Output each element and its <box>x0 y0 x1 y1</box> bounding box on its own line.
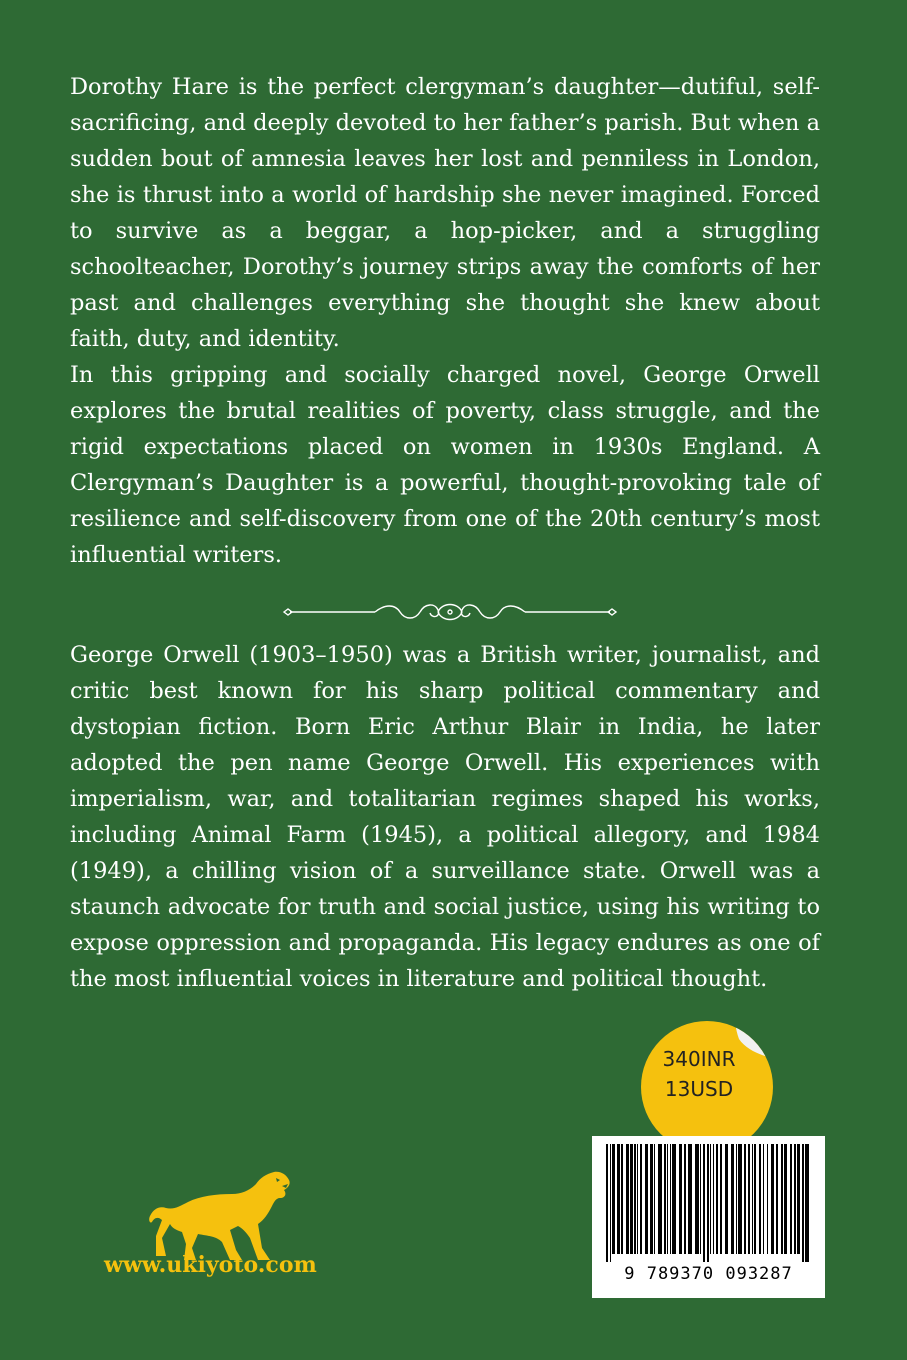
divider-ornament-icon <box>280 600 620 624</box>
barcode-bar <box>630 1144 633 1254</box>
barcode-bar <box>707 1144 709 1262</box>
barcode-bar <box>744 1144 746 1254</box>
barcode-bar <box>612 1144 615 1254</box>
barcode-bar <box>670 1144 671 1254</box>
barcode-bar <box>725 1144 728 1254</box>
price-usd: 13USD <box>664 1077 734 1101</box>
synopsis-paragraph-2: In this gripping and socially charged novel, George Orwell explores the brutal realities of poverty, class struggle, and the rigid expectations placed on women in 1930s England. A Clergyman’s Daughter is a powerful, thought-provoking tale of resilience and self-discovery from one of the 20th century’s most influential writers. <box>70 362 820 568</box>
synopsis-paragraph-1: Dorothy Hare is the perfect clergyman’s daughter—dutiful, self-sacrificing, and deeply devoted to her father’s parish. But when a sudden bout of amnesia leaves her lost and penniless in London, she is thrust into a world of hardship she never imagined. Forced to survive as a beggar, a hop-picker, and a struggling schoolteacher, Dorothy’s journey strips away the comforts of her past and challenges everything she thought she knew about faith, duty, and identity. <box>70 74 820 352</box>
barcode-bar <box>713 1144 714 1254</box>
barcode-bar <box>754 1144 756 1254</box>
barcode-bar <box>767 1144 768 1254</box>
barcode-bar <box>720 1144 722 1254</box>
barcode-bar <box>700 1144 701 1254</box>
barcode-bar <box>610 1144 611 1262</box>
barcode-bar <box>752 1144 753 1254</box>
barcode-bar <box>738 1144 742 1254</box>
barcode-bar <box>654 1144 655 1254</box>
barcode-bar <box>716 1144 718 1254</box>
barcode-bar <box>736 1144 737 1254</box>
barcode-bar <box>637 1144 638 1254</box>
barcode-bar <box>634 1144 636 1254</box>
author-bio: George Orwell (1903–1950) was a British writer, journalist, and critic best known for his sharp political commentary and dystopian fiction. Born Eric Arthur Blair in India, he later adopted the pen name George Orwell. His experiences with imperialism, war, and totalitarian regimes shaped his works, including Animal Farm (1945), a political allegory, and 1984 (1949), a chilling vision of a surveillance state. Orwell was a staunch advocate for truth and social justice, using his writing to expose oppression and propaganda. His legacy endures as one of the most influential voices in literature and political thought. <box>70 642 820 992</box>
barcode-bar <box>703 1144 705 1262</box>
barcode-bar <box>617 1144 620 1254</box>
barcode-bar <box>650 1144 653 1254</box>
barcode-bar <box>759 1144 761 1254</box>
barcode-bar <box>790 1144 792 1254</box>
sticker-peel-icon <box>727 1021 773 1067</box>
barcode-bar <box>621 1144 623 1254</box>
barcode-bar <box>672 1144 676 1254</box>
barcode-bar <box>606 1144 608 1262</box>
barcode-bar <box>679 1144 682 1254</box>
barcode-bar <box>781 1144 783 1254</box>
barcode-bar <box>664 1144 666 1254</box>
publisher-website-link[interactable]: www.ukiyoto.com <box>104 1252 317 1278</box>
barcode-bar <box>695 1144 699 1254</box>
isbn-number: 9 789370 093287 <box>624 1264 793 1284</box>
barcode-bar <box>805 1144 809 1262</box>
barcode-bar <box>626 1144 629 1254</box>
barcode-bar <box>771 1144 774 1254</box>
barcode-bar <box>797 1144 800 1254</box>
barcode-bar <box>731 1144 734 1254</box>
barcode-bar <box>658 1144 662 1254</box>
barcode-bar <box>763 1144 764 1254</box>
barcode <box>592 1136 825 1298</box>
barcode-bar <box>802 1144 804 1262</box>
barcode-bar <box>794 1144 796 1254</box>
barcode-bar <box>667 1144 668 1254</box>
barcode-bar <box>684 1144 686 1254</box>
barcode-bar <box>776 1144 778 1254</box>
price-sticker <box>641 1021 773 1153</box>
barcode-bar <box>640 1144 642 1254</box>
price-inr: 340INR <box>662 1047 736 1071</box>
barcode-bar <box>748 1144 750 1254</box>
barcode-bar <box>645 1144 648 1254</box>
barcode-bar <box>784 1144 787 1254</box>
barcode-bar <box>688 1144 692 1254</box>
barcode-bars <box>602 1144 815 1262</box>
barcode-bar <box>710 1144 711 1254</box>
